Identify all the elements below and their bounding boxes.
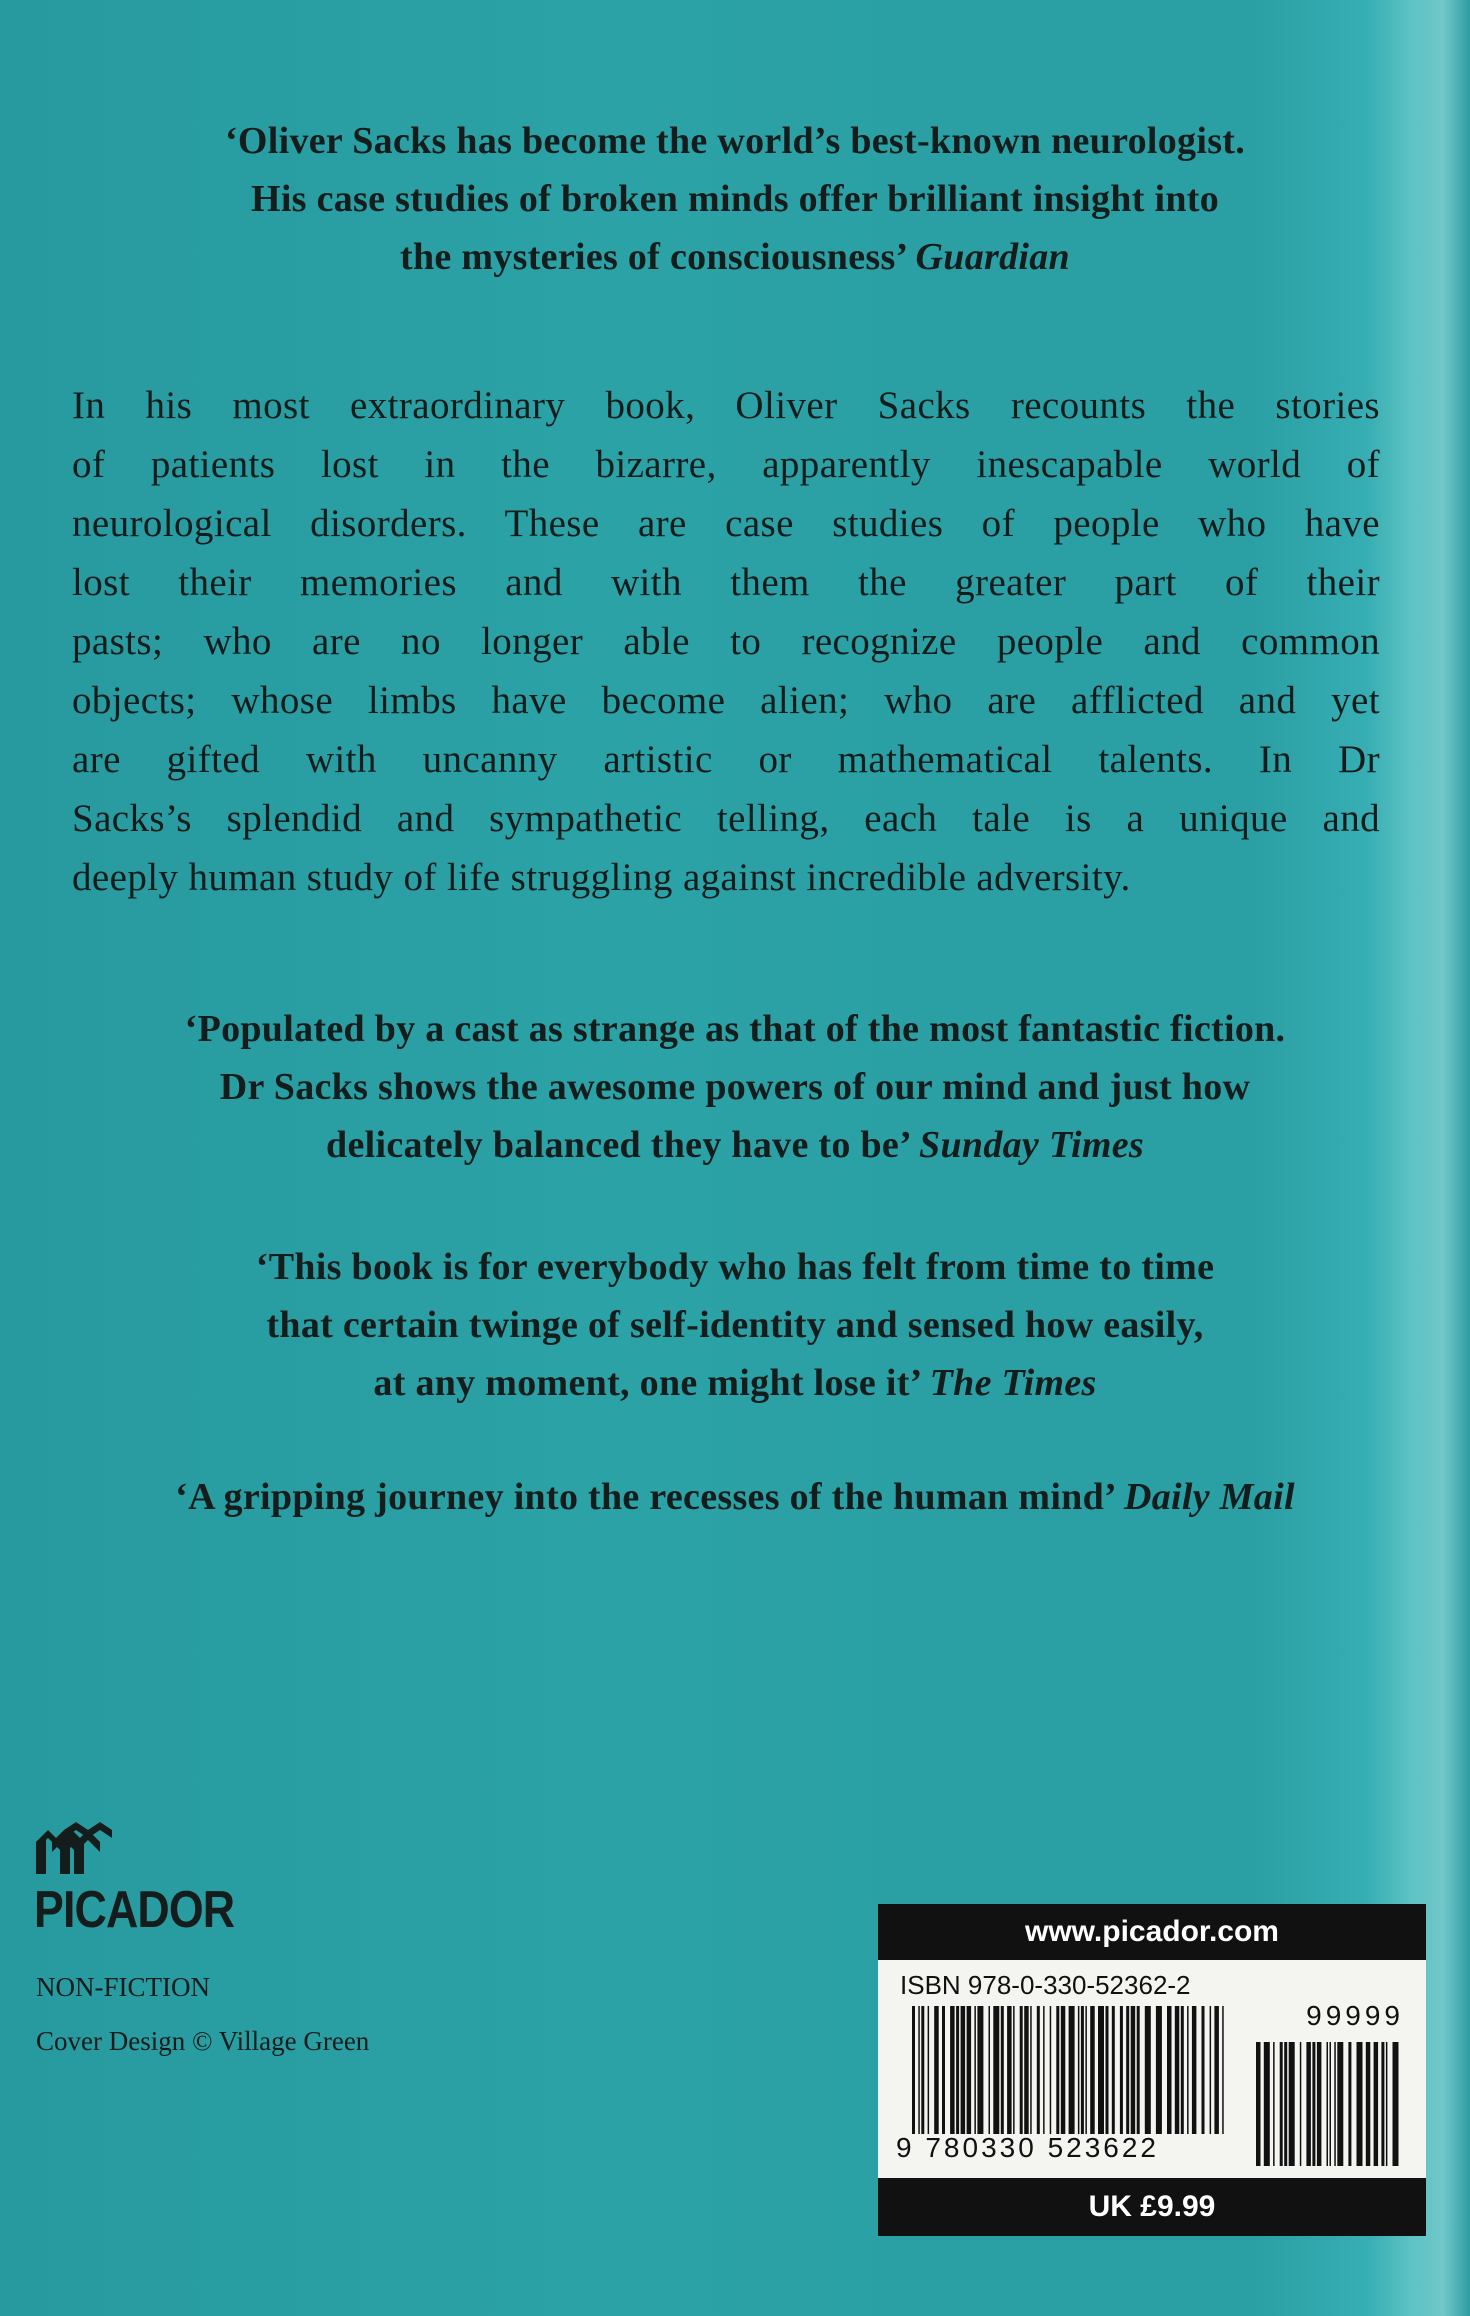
description-line: of patients lost in the bizarre, apparently inescapable world of: [72, 443, 1380, 486]
barcode-bar: [1202, 2006, 1205, 2134]
quote-line: His case studies of broken minds offer brilliant insight into: [250, 178, 1220, 220]
description-line: neurological disorders. These are case studies of people who have: [72, 502, 1380, 545]
quote-line: [60, 228, 1410, 286]
review-quote-daily-mail: [60, 1468, 1410, 1526]
barcode-bar: [974, 2006, 976, 2134]
description-line: objects; whose limbs have become alien; who are afflicted and yet: [72, 679, 1380, 722]
quote-line: that certain twinge of self-identity and sensed how easily,: [266, 1304, 1204, 1346]
barcode-bar: [1081, 2006, 1084, 2134]
barcode-bar: [1120, 2006, 1123, 2134]
description-line: are gifted with uncanny artistic or mathematical talents. In Dr: [72, 738, 1380, 781]
barcode-bar: [912, 2006, 915, 2134]
barcode-bar: [1327, 2042, 1329, 2166]
quote-line: [60, 1116, 1410, 1174]
barcode-bar: [1264, 2042, 1270, 2166]
barcode-bar: [1061, 2006, 1066, 2134]
barcode-bar: [1289, 2042, 1295, 2166]
barcode-bar: [1187, 2006, 1189, 2134]
barcode-bar: [1306, 2042, 1311, 2166]
quote-source: The Times: [929, 1362, 1097, 1404]
barcode-bar: [1126, 2006, 1129, 2134]
barcode-bar: [1069, 2006, 1075, 2134]
barcode-bar: [1284, 2042, 1287, 2166]
barcode-bar: [1192, 2006, 1197, 2134]
category-label: NON-FICTION: [36, 1972, 210, 2002]
price-addon-digits: 99999: [1306, 2000, 1404, 2031]
barcode-panel: [878, 1904, 1426, 2236]
quote-line: [60, 1468, 1410, 1526]
barcode-bar: [1013, 2006, 1015, 2134]
quote-line-text: the mysteries of consciousness’: [400, 236, 906, 278]
cover-credit: Cover Design © Village Green: [36, 2026, 370, 2056]
barcode-bar: [1085, 2006, 1087, 2134]
review-quote-guardian: [60, 112, 1410, 286]
description-line: lost their memories and with them the greater part of their: [72, 561, 1380, 604]
macmillan-m-icon: [34, 1822, 112, 1874]
barcode-bar: [1273, 2042, 1275, 2166]
barcode-bar: [928, 2006, 930, 2134]
barcode-bar: [1374, 2042, 1379, 2166]
barcode-bar: [1210, 2006, 1212, 2134]
publisher-url: www.picador.com: [878, 1904, 1426, 1960]
barcode-bar: [1393, 2042, 1399, 2166]
barcode-bar: [989, 2006, 991, 2134]
barcode-bar: [1156, 2006, 1162, 2134]
quote-source: Sunday Times: [919, 1124, 1144, 1166]
barcode-bar: [967, 2006, 972, 2134]
barcode-bar: [1334, 2042, 1336, 2166]
barcode-bar: [1007, 2006, 1012, 2134]
barcode-bar: [1037, 2006, 1040, 2134]
barcode-bar: [1043, 2006, 1045, 2134]
barcode-bar: [1337, 2042, 1343, 2166]
barcode-bar: [977, 2006, 983, 2134]
barcode-bar: [1214, 2006, 1219, 2134]
quote-line-text: ‘A gripping journey into the recesses of the human mind’: [175, 1476, 1115, 1518]
quote-line-text: delicately balanced they have to be’: [326, 1124, 910, 1166]
quote-source: Guardian: [915, 236, 1070, 278]
quote-line: ‘This book is for everybody who has felt from time to time: [255, 1246, 1215, 1288]
description-line: Sacks’s splendid and sympathetic telling, each tale is a unique and: [72, 797, 1380, 840]
quote-source: Daily Mail: [1124, 1476, 1295, 1518]
quote-line: ‘Oliver Sacks has become the world’s best-known neurologist.: [224, 120, 1246, 162]
barcode-bar: [1137, 2006, 1140, 2134]
barcode-bar: [1106, 2006, 1109, 2134]
barcode-bar: [956, 2006, 959, 2134]
barcode-bar: [1131, 2006, 1136, 2134]
barcode-bar: [918, 2006, 920, 2134]
description-line: pasts; who are no longer able to recognize people and common: [72, 620, 1380, 663]
description-line: In his most extraordinary book, Oliver Sacks recounts the stories: [72, 384, 1380, 427]
barcode-bar: [1312, 2042, 1315, 2166]
quote-line-text: at any moment, one might lose it’: [373, 1362, 920, 1404]
publisher-name: PICADOR: [34, 1881, 235, 1939]
barcode-bar: [1386, 2042, 1388, 2166]
barcode-bar: [1381, 2042, 1384, 2166]
publisher-logo: [34, 1822, 234, 1940]
quote-line: ‘Populated by a cast as strange as that of the most fantastic fiction.: [184, 1008, 1286, 1050]
barcode-bar: [1145, 2006, 1151, 2134]
review-quote-sunday-times: [60, 1000, 1410, 1174]
barcode-bar: [1222, 2006, 1224, 2134]
barcode-bar: [934, 2006, 939, 2134]
barcode-bar: [921, 2006, 924, 2134]
barcode-bar: [1050, 2006, 1052, 2134]
barcode-bar: [1317, 2042, 1322, 2166]
barcode-bar: [1280, 2042, 1283, 2166]
barcode-bar: [1175, 2006, 1180, 2134]
barcode-bar: [1181, 2006, 1184, 2134]
description-line: deeply human study of life struggling against incredible adversity.: [72, 856, 1131, 899]
barcode-bar: [1090, 2006, 1095, 2134]
barcode-bar: [942, 2006, 945, 2134]
barcode-bar: [1366, 2042, 1371, 2166]
barcode-bar: [1098, 2006, 1104, 2134]
barcode-bar: [1030, 2006, 1032, 2134]
barcode-bar: [1357, 2042, 1363, 2166]
barcode-bar: [1112, 2006, 1115, 2134]
review-quote-the-times: [60, 1238, 1410, 1412]
barcode-bar: [1024, 2006, 1029, 2134]
quote-line: Dr Sacks shows the awesome powers of our mind and just how: [219, 1066, 1251, 1108]
barcode-bar: [1167, 2006, 1172, 2134]
barcode-bar: [1330, 2042, 1332, 2166]
barcode-bar: [1056, 2006, 1059, 2134]
barcode-bar: [1020, 2006, 1023, 2134]
barcode-bar: [1300, 2042, 1302, 2166]
barcode-bar: [993, 2006, 999, 2134]
ean-digits: 9 780330 523622: [896, 2132, 1159, 2163]
barcode-bar: [1348, 2042, 1351, 2166]
barcode-bar: [961, 2006, 966, 2134]
price-label: UK £9.99: [878, 2178, 1426, 2236]
barcode-bar: [1001, 2006, 1004, 2134]
barcode-bar: [1078, 2006, 1080, 2134]
barcode-bar: [950, 2006, 955, 2134]
quote-line: [60, 1354, 1410, 1412]
isbn-label: ISBN 978-0-330-52362-2: [900, 1970, 1191, 2000]
book-description: [72, 376, 1380, 907]
barcode-bar: [1256, 2042, 1261, 2166]
